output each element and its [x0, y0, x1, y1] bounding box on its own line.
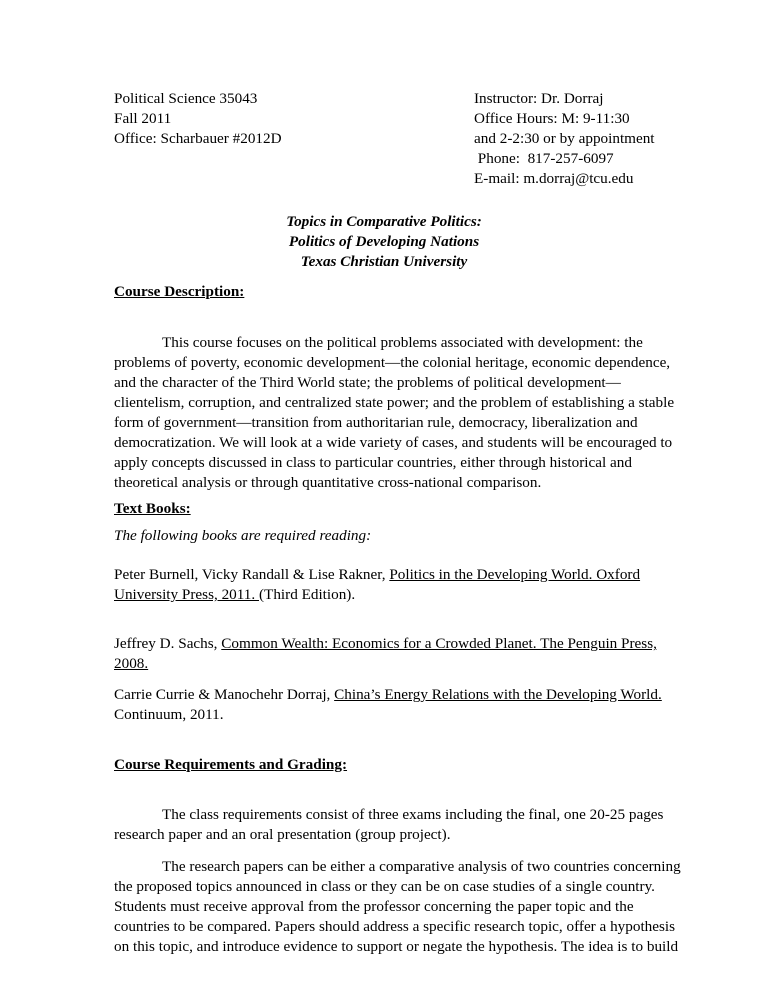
text-line: Students must receive approval from the professor concerning the paper topic and the — [114, 898, 634, 915]
course-title — [0, 212, 768, 272]
requirements-paragraph-2 — [114, 857, 681, 957]
title-line-3: Texas Christian University — [300, 253, 468, 270]
phone: Phone: 817-257-6097 — [474, 150, 614, 167]
requirements-heading: Course Requirements and Grading: — [114, 756, 348, 773]
title-line-1: Topics in Comparative Politics: — [286, 213, 482, 230]
text-line: The research papers can be either a comparative analysis of two countries concerning — [162, 858, 681, 875]
title-line-2: Politics of Developing Nations — [288, 233, 480, 250]
text-line: form of government—transition from authoritarian rule, democracy, liberalization and — [114, 414, 638, 431]
text-line: countries to be compared. Papers should address a specific research topic, offer a hypothesis — [114, 918, 676, 935]
book-title: China’s Energy Relations with the Developing World. — [334, 686, 662, 703]
requirements-paragraph-1 — [114, 805, 664, 845]
instructor-name: Instructor: Dr. Dorraj — [474, 90, 604, 107]
text-line: problems of poverty, economic development—the colonial heritage, economic dependence, — [114, 354, 671, 371]
email: E-mail: m.dorraj@tcu.edu — [474, 170, 634, 187]
course-number: Political Science 35043 — [114, 90, 258, 107]
book-title-cont: 2008. — [114, 655, 149, 672]
book-authors: Jeffrey D. Sachs, — [114, 635, 222, 652]
text-line: research paper and an oral presentation (group project). — [114, 826, 451, 843]
text-line: This course focuses on the political problems associated with development: the — [162, 334, 643, 351]
text-line: theoretical analysis or through quantitative cross-national comparison. — [114, 474, 542, 491]
book-title: Common Wealth: Economics for a Crowded Planet. The Penguin Press, — [221, 635, 657, 652]
term: Fall 2011 — [114, 110, 172, 127]
office-hours: Office Hours: M: 9-11:30 — [474, 110, 630, 127]
book-entry-3 — [114, 685, 662, 725]
text-line: the proposed topics announced in class or they can be on case studies of a single country. — [114, 878, 655, 895]
text-books-intro: The following books are required reading: — [114, 527, 372, 544]
text-line: and the character of the Third World state; the problems of political development— — [114, 374, 621, 391]
book-entry-1 — [114, 565, 659, 605]
book-title-cont: University Press, 2011. — [114, 586, 259, 603]
book-publisher: Continuum, 2011. — [114, 706, 224, 723]
text-line: The class requirements consist of three exams including the final, one 20-25 pages — [162, 806, 664, 823]
book-entry-2 — [114, 634, 659, 674]
course-description-heading: Course Description: — [114, 283, 245, 300]
text-line: apply concepts discussed in class to particular countries, either through historical and — [114, 454, 632, 471]
text-line: clientelism, corruption, and centralized state power; and the problem of establishing a stable — [114, 394, 675, 411]
course-description-paragraph — [114, 333, 675, 493]
office-hours-cont: and 2-2:30 or by appointment — [474, 130, 655, 147]
office: Office: Scharbauer #2012D — [114, 130, 282, 147]
course-info-block — [114, 89, 282, 149]
instructor-info-block — [474, 89, 655, 189]
book-title: Politics in the Developing World. Oxford — [389, 566, 641, 583]
text-books-heading: Text Books: — [114, 500, 191, 517]
book-edition: (Third Edition). — [258, 586, 356, 603]
book-authors: Peter Burnell, Vicky Randall & Lise Rakner, — [114, 566, 390, 583]
text-line: on this topic, and introduce evidence to support or negate the hypothesis. The idea is to build — [114, 938, 679, 955]
text-line: democratization. We will look at a wide variety of cases, and students will be encouraged to — [114, 434, 673, 451]
book-authors: Carrie Currie & Manochehr Dorraj, — [114, 686, 335, 703]
